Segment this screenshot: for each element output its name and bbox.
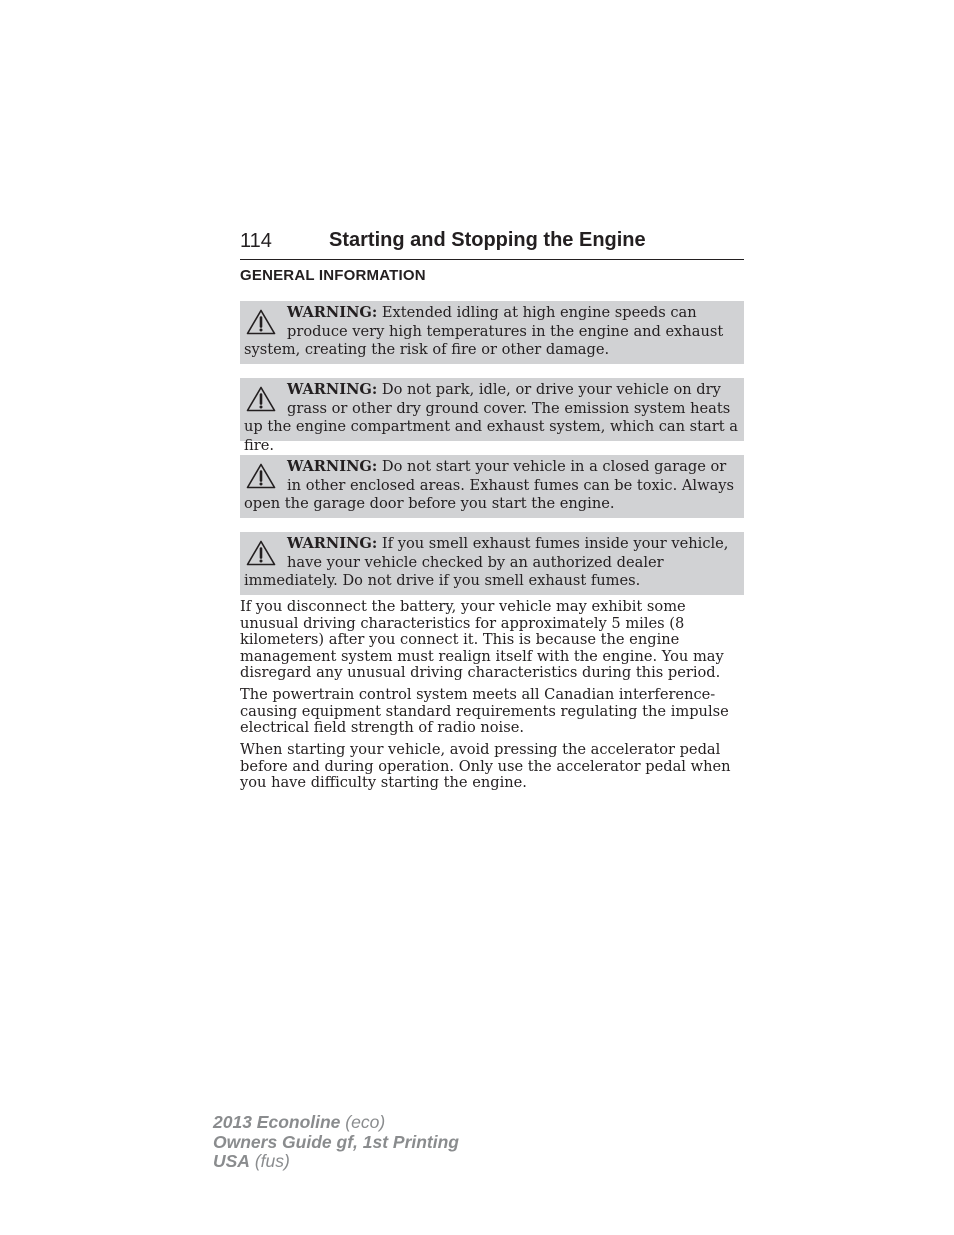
body-paragraph: The powertrain control system meets all Canadian interference-causing equipment standard requirements regulating the impulse electrical field strength of radio noise. — [240, 686, 729, 737]
warning-box — [240, 378, 744, 454]
warning-text: If you smell exhaust fumes inside your vehicle, have your vehicle checked by an authorized dealer immediately. Do not drive if you smell exhaust fumes. — [244, 535, 729, 590]
body-paragraph: If you disconnect the battery, your vehicle may exhibit some unusual driving characteristics for approximately 5 miles (8 kilometers) after you connect it. This is because the engine management system must realign itself with the engine. You may disregard any unusual driving characteristics during this period. — [240, 598, 724, 682]
page-header — [240, 228, 744, 260]
warning-text: Do not park, idle, or drive your vehicle on dry grass or other dry ground cover. The emission system heats up the engine compartment and exhaust system, which can start a fire. — [244, 381, 738, 454]
page-number: 114 — [240, 230, 272, 252]
warning-label: WARNING: — [287, 304, 378, 321]
warning-label: WARNING: — [287, 381, 378, 398]
warning-box — [240, 455, 744, 518]
warning-box — [240, 532, 744, 595]
warning-text: Do not start your vehicle in a closed garage or in other enclosed areas. Exhaust fumes can be toxic. Always open the garage door before you start the engine. — [244, 458, 734, 513]
warning-box — [240, 301, 744, 364]
footer-market-code: (fus) — [249, 1151, 290, 1171]
footer-market: USA — [213, 1151, 250, 1171]
warning-text: Extended idling at high engine speeds can produce very high temperatures in the engine and exhaust system, creating the risk of fire or other damage. — [244, 304, 724, 359]
chapter-title: Starting and Stopping the Engine — [329, 229, 646, 251]
warning-label: WARNING: — [287, 458, 378, 475]
footer-imprint — [213, 1113, 459, 1172]
footer-model: 2013 Econoline — [213, 1112, 341, 1132]
section-title: GENERAL INFORMATION — [240, 267, 426, 284]
warning-label: WARNING: — [287, 535, 378, 552]
footer-edition: Owners Guide gf, 1st Printing — [213, 1131, 459, 1152]
footer-model-code: (eco) — [340, 1112, 386, 1132]
body-paragraph: When starting your vehicle, avoid pressing the accelerator pedal before and during operation. Only use the accelerator pedal when you have difficulty starting the engine. — [240, 741, 731, 792]
